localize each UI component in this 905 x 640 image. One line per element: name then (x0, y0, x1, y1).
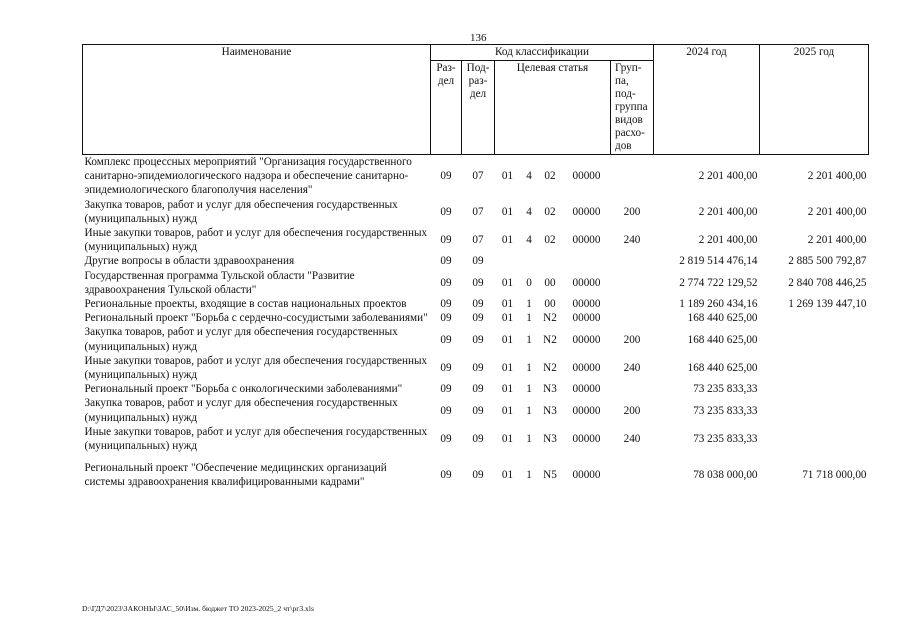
row-target-part-4: 00000 (572, 333, 601, 346)
row-podrazdel: 09 (472, 333, 484, 346)
row-target-part-4: 00000 (572, 234, 601, 247)
header-name: Наименование (83, 45, 431, 155)
row-amount-2024: 168 440 625,00 (687, 333, 758, 346)
row-target-part-4: 00000 (572, 361, 601, 374)
row-target-part-1: 01 (501, 383, 514, 396)
row-podrazdel: 07 (472, 205, 484, 218)
row-vid-rashodov (611, 382, 654, 396)
row-target-part-1: 01 (501, 276, 514, 289)
row-razdel: 09 (440, 469, 452, 482)
row-vid-rashodov: 240 (623, 234, 641, 247)
row-name: Комплекс процессных мероприятий "Организация государственного санитарно-эпидемиологического надзора и обеспечение санитарно-эпидемиологического благополучия населения" (84, 156, 412, 197)
row-target-part-2: 4 (526, 205, 532, 218)
row-vid-rashodov (611, 254, 654, 268)
row-amount-2025 (760, 396, 869, 424)
row-podrazdel: 09 (472, 469, 484, 482)
row-target-part-3 (538, 254, 563, 268)
row-target-part-2: 1 (526, 404, 532, 417)
row-target-part-3: N2 (543, 312, 557, 325)
row-target-part-2: 4 (526, 170, 532, 183)
row-amount-2024: 1 189 260 434,16 (679, 298, 758, 311)
file-path-footer: D:\ГД7\2023\ЗАКОНЫ\ЗАС_50\Изм. бюджет ТО 2023-2025_2 чт\рг3.xls (82, 604, 314, 613)
row-target-part-2: 1 (526, 469, 532, 482)
row-name: Закупка товаров, работ и услуг для обеспечения государственных (муниципальных) нужд (84, 397, 398, 424)
row-amount-2024: 168 440 625,00 (687, 361, 758, 374)
row-target-part-2: 1 (526, 432, 532, 445)
row-target-part-2: 1 (526, 312, 532, 325)
row-podrazdel: 09 (472, 404, 484, 417)
row-amount-2024: 2 774 722 129,52 (679, 276, 758, 289)
table-row (83, 311, 869, 325)
table-row (83, 254, 869, 268)
row-target-part-3: N2 (543, 333, 557, 346)
row-amount-2024: 2 201 400,00 (698, 234, 758, 247)
row-target-part-2: 0 (526, 276, 532, 289)
table-row (83, 198, 869, 226)
row-amount-2025: 71 718 000,00 (802, 469, 867, 482)
row-target-part-2: 4 (526, 234, 532, 247)
table-body (83, 155, 869, 490)
row-razdel: 09 (440, 361, 452, 374)
header-target-article: Целевая статья (495, 61, 611, 155)
row-name: Закупка товаров, работ и услуг для обеспечения государственных (муниципальных) нужд (84, 326, 398, 353)
row-amount-2024: 2 201 400,00 (698, 170, 758, 183)
row-amount-2025 (760, 354, 869, 382)
table-row (83, 425, 869, 453)
row-target-part-4: 00000 (572, 432, 601, 445)
row-podrazdel: 09 (472, 255, 484, 268)
row-razdel: 09 (440, 205, 452, 218)
table-row (83, 453, 869, 489)
row-amount-2025: 2 201 400,00 (807, 205, 867, 218)
row-target-part-4: 00000 (572, 298, 601, 311)
budget-table (82, 44, 869, 490)
row-vid-rashodov (611, 297, 654, 311)
row-target-part-2: 1 (526, 383, 532, 396)
row-target-part-4 (563, 254, 611, 268)
row-podrazdel: 09 (472, 298, 484, 311)
row-podrazdel: 09 (472, 312, 484, 325)
row-amount-2024: 73 235 833,33 (693, 383, 758, 396)
row-target-part-2: 1 (526, 361, 532, 374)
row-vid-rashodov (611, 311, 654, 325)
row-name: Иные закупки товаров, работ и услуг для обеспечения государственных (муниципальных) нужд (84, 227, 428, 254)
header-vid-group: Груп- па, под- группа видов расхо- дов (611, 61, 654, 155)
row-target-part-3: N3 (543, 432, 557, 445)
row-target-part-1: 01 (501, 333, 514, 346)
row-target-part-3: N5 (543, 469, 557, 482)
row-target-part-1: 01 (501, 312, 514, 325)
row-amount-2025 (760, 382, 869, 396)
table-row (83, 297, 869, 311)
row-target-part-4: 00000 (572, 404, 601, 417)
table-row (83, 396, 869, 424)
row-razdel: 09 (440, 276, 452, 289)
row-name: Региональный проект "Борьба с сердечно-сосудистыми заболеваниями" (84, 312, 428, 325)
row-vid-rashodov (611, 269, 654, 297)
row-razdel: 09 (440, 170, 452, 183)
row-vid-rashodov: 240 (623, 432, 641, 445)
row-name: Иные закупки товаров, работ и услуг для обеспечения государственных (муниципальных) нужд (84, 425, 428, 453)
header-classification: Код классификации (431, 45, 654, 61)
row-target-part-2 (521, 254, 538, 268)
row-target-part-3: 00 (544, 298, 556, 311)
row-amount-2024: 2 201 400,00 (698, 205, 758, 218)
row-target-part-1: 01 (501, 361, 514, 374)
row-name: Региональный проект "Обеспечение медицинских организаций системы здравоохранения квалифицированными кадрами" (84, 462, 387, 489)
row-amount-2024: 78 038 000,00 (693, 469, 758, 482)
header-year-2025: 2025 год (760, 45, 869, 155)
row-target-part-4: 00000 (572, 170, 601, 183)
row-target-part-3: N3 (543, 404, 557, 417)
row-target-part-3: 02 (544, 170, 556, 183)
row-razdel: 09 (440, 255, 452, 268)
row-target-part-1 (495, 254, 521, 268)
row-amount-2025 (760, 325, 869, 353)
row-amount-2024: 73 235 833,33 (693, 404, 758, 417)
table-row (83, 325, 869, 353)
row-target-part-4: 00000 (572, 276, 601, 289)
row-vid-rashodov: 200 (623, 333, 641, 346)
row-vid-rashodov: 200 (623, 404, 641, 417)
table-row (83, 226, 869, 254)
row-vid-rashodov: 200 (623, 205, 641, 218)
row-razdel: 09 (440, 298, 452, 311)
table-row (83, 382, 869, 396)
page-number: 136 (470, 32, 487, 44)
row-razdel: 09 (440, 234, 452, 247)
row-target-part-3: N3 (543, 383, 557, 396)
row-vid-rashodov (611, 453, 654, 489)
row-amount-2025: 1 269 139 447,10 (788, 298, 867, 311)
table-row (83, 269, 869, 297)
row-razdel: 09 (440, 383, 452, 396)
row-razdel: 09 (440, 404, 452, 417)
row-podrazdel: 09 (472, 432, 484, 445)
row-target-part-2: 1 (526, 298, 532, 311)
row-vid-rashodov (611, 155, 654, 198)
row-amount-2024: 2 819 514 476,14 (679, 255, 758, 268)
row-target-part-1: 01 (501, 469, 514, 482)
row-target-part-4: 00000 (572, 469, 601, 482)
row-podrazdel: 07 (472, 170, 484, 183)
row-name: Закупка товаров, работ и услуг для обеспечения государственных (муниципальных) нужд (84, 198, 398, 225)
header-razdel: Раз- дел (431, 61, 462, 155)
table-row (83, 155, 869, 198)
row-name: Региональные проекты, входящие в состав национальных проектов (84, 298, 407, 311)
row-target-part-1: 01 (501, 205, 514, 218)
row-name: Другие вопросы в области здравоохранения (84, 255, 295, 268)
row-razdel: 09 (440, 312, 452, 325)
row-target-part-4: 00000 (572, 383, 601, 396)
row-target-part-1: 01 (501, 298, 514, 311)
row-target-part-1: 01 (501, 404, 514, 417)
row-target-part-1: 01 (501, 234, 514, 247)
row-razdel: 09 (440, 432, 452, 445)
row-amount-2025: 2 840 708 446,25 (788, 276, 867, 289)
row-vid-rashodov: 240 (623, 361, 641, 374)
row-target-part-4: 00000 (572, 312, 601, 325)
header-podrazdel: Под- раз- дел (462, 61, 495, 155)
row-name: Региональный проект "Борьба с онкологическими заболеваниями" (84, 383, 403, 396)
row-target-part-1: 01 (501, 170, 514, 183)
row-target-part-1: 01 (501, 432, 514, 445)
header-year-2024: 2024 год (654, 45, 760, 155)
row-amount-2025: 2 885 500 792,87 (788, 255, 867, 268)
row-amount-2024: 73 235 833,33 (693, 432, 758, 445)
row-razdel: 09 (440, 333, 452, 346)
row-amount-2025 (760, 425, 869, 453)
row-target-part-3: 00 (544, 276, 556, 289)
row-podrazdel: 09 (472, 276, 484, 289)
row-name: Государственная программа Тульской области "Развитие здравоохранения Тульской области" (84, 269, 355, 296)
row-target-part-3: N2 (543, 361, 557, 374)
row-podrazdel: 09 (472, 383, 484, 396)
row-target-part-4: 00000 (572, 205, 601, 218)
row-target-part-3: 02 (544, 234, 556, 247)
row-amount-2025 (760, 311, 869, 325)
row-podrazdel: 09 (472, 361, 484, 374)
row-target-part-3: 02 (544, 205, 556, 218)
row-amount-2025: 2 201 400,00 (807, 170, 867, 183)
table-row (83, 354, 869, 382)
row-name: Иные закупки товаров, работ и услуг для обеспечения государственных (муниципальных) нужд (84, 354, 428, 382)
row-target-part-2: 1 (526, 333, 532, 346)
row-podrazdel: 07 (472, 234, 484, 247)
row-amount-2025: 2 201 400,00 (807, 234, 867, 247)
row-amount-2024: 168 440 625,00 (687, 312, 758, 325)
